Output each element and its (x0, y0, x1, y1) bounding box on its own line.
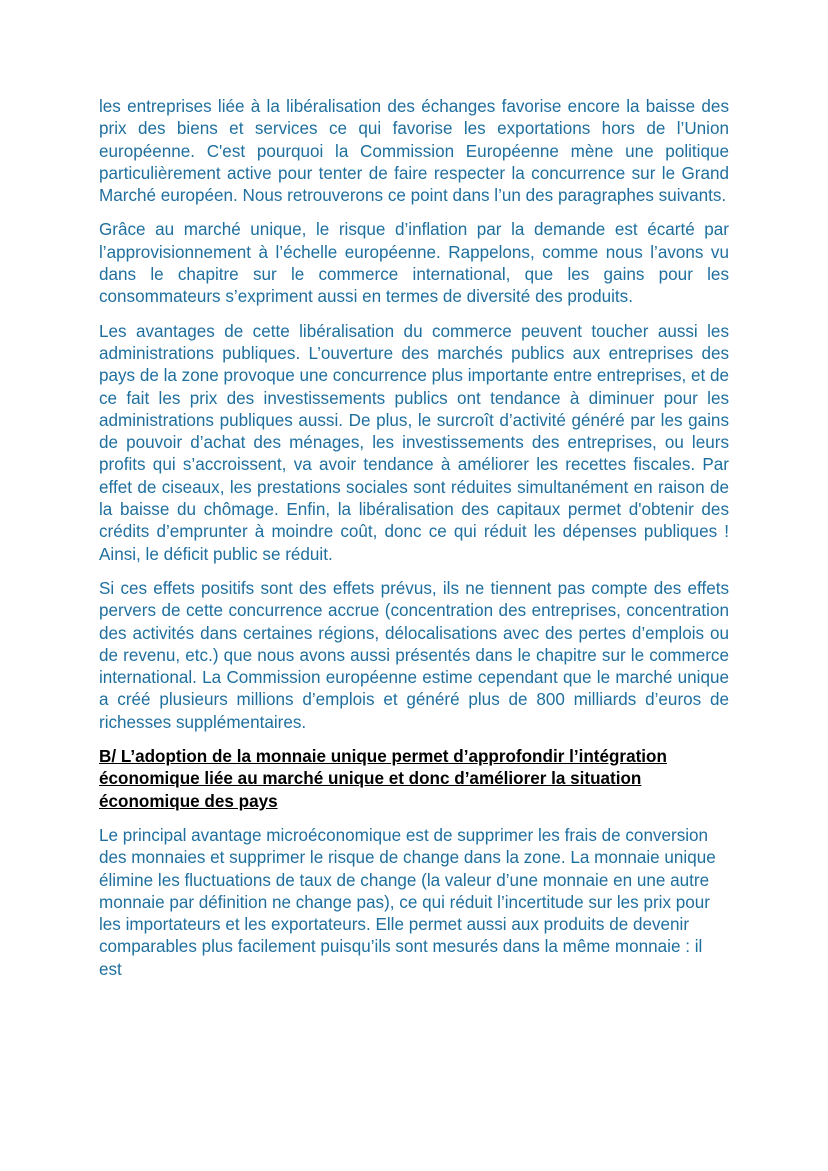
paragraph-single-market-inflation: Grâce au marché unique, le risque d’inflation par la demande est écarté par l’approvisionnement à l’échelle européenne. Rappelons, comme nous l’avons vu dans le chapitre sur le commerce international, que les gains pour les consommateurs s’expriment aussi en termes de diversité des produits. (99, 220, 729, 307)
document-page (99, 96, 729, 993)
section-heading-single-currency: B/ L’adoption de la monnaie unique permet d’approfondir l’intégration économique liée au marché unique et donc d’améliorer la situation économique des pays (99, 747, 667, 811)
paragraph-liberalisation-prices: les entreprises liée à la libéralisation des échanges favorise encore la baisse des prix des biens et services ce qui favorise les exportations hors de l’Union européenne. C'est pourquoi la Commission Européenne mène une politique particulièrement active pour tenter de faire respecter la concurrence sur le Grand Marché européen. Nous retrouverons ce point dans l’un des paragraphes suivants. (99, 97, 729, 206)
paragraph-microeconomic-advantage: Le principal avantage microéconomique est de supprimer les frais de conversion des monnaies et supprimer le risque de change dans la zone. La monnaie unique élimine les fluctuations de taux de change (la valeur d’une monnaie en une autre monnaie par définition ne change pas), ce qui réduit l’incertitude sur les prix pour les importateurs et les exportateurs. Elle permet aussi aux produits de devenir comparables plus facilement puisqu’ils sont mesurés dans la même monnaie : il est (99, 825, 716, 979)
paragraph-public-administrations: Les avantages de cette libéralisation du commerce peuvent toucher aussi les administrations publiques. L’ouverture des marchés publics aux entreprises des pays de la zone provoque une concurrence plus importante entre entreprises, et de ce fait les prix des investissements publics ont tendance à diminuer pour les administrations publiques aussi. De plus, le surcroît d’activité généré par les gains de pouvoir d’achat des ménages, les investissements des entreprises, ou leurs profits qui s’accroissent, va avoir tendance à améliorer les recettes fiscales. Par effet de ciseaux, les prestations sociales sont réduites simultanément en raison de la baisse du chômage. Enfin, la libéralisation des capitaux permet d'obtenir des crédits d’emprunter à moindre coût, donc ce qui réduit les dépenses publiques ! Ainsi, le déficit public se réduit. (99, 321, 730, 564)
paragraph-perverse-effects: Si ces effets positifs sont des effets prévus, ils ne tiennent pas compte des effets pervers de cette concurrence accrue (concentration des entreprises, concentration des activités dans certaines régions, délocalisations avec des pertes d’emplois ou de revenu, etc.) que nous avons aussi présentés dans le chapitre sur le commerce international. La Commission européenne estime cependant que le marché unique a créé plusieurs millions d’emplois et généré plus de 800 milliards d’euros de richesses supplémentaires. (99, 578, 729, 732)
